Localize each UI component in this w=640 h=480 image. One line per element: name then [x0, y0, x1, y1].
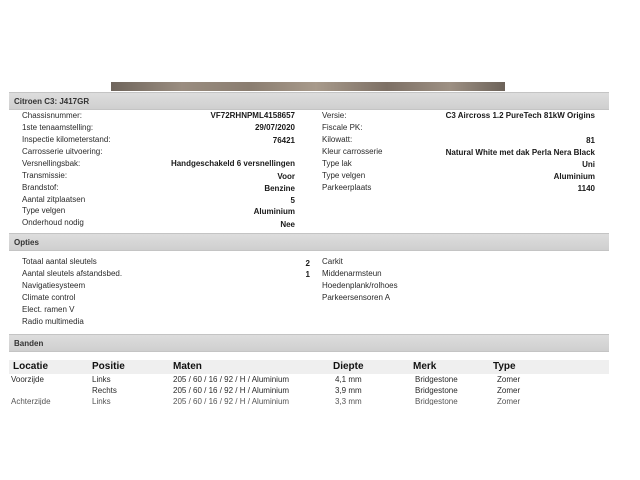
detail-label: Chassisnummer: [22, 111, 83, 120]
vehicle-photo [111, 82, 505, 91]
option-label: Parkeersensoren A [322, 293, 391, 302]
detail-label: Inspectie kilometerstand: [22, 135, 111, 144]
detail-label: Type velgen [322, 171, 366, 180]
detail-value: C3 Aircross 1.2 PureTech 81kW Origins [445, 111, 595, 120]
tire-type: Zomer [497, 397, 521, 405]
detail-label: 1ste tenaamstelling: [22, 123, 94, 132]
options-section-title: Opties [14, 238, 39, 247]
detail-label: Kleur carrosserie [322, 147, 383, 156]
tire-position: Rechts [92, 386, 117, 395]
detail-label: Fiscale PK: [322, 123, 363, 132]
tire-size: 205 / 60 / 16 / 92 / H / Aluminium [173, 375, 290, 384]
option-label: Carkit [322, 257, 343, 266]
option-label: Radio multimedia [22, 317, 84, 326]
detail-value: 1140 [577, 184, 595, 193]
tire-position: Links [92, 397, 111, 405]
option-value: 1 [305, 270, 310, 279]
option-label: Totaal aantal sleutels [22, 257, 97, 266]
option-value: 2 [305, 259, 310, 268]
detail-value: 5 [290, 196, 295, 205]
tires-column-header: Type [493, 361, 516, 372]
detail-value: Nee [280, 220, 295, 229]
tires-column-header: Maten [173, 361, 202, 372]
detail-value: 76421 [272, 136, 295, 145]
tire-depth: 4,1 mm [335, 375, 362, 384]
detail-label: Carrosserie uitvoering: [22, 147, 103, 156]
tire-size: 205 / 60 / 16 / 92 / H / Aluminium [173, 386, 290, 395]
option-label: Elect. ramen V [22, 305, 75, 314]
option-label: Hoedenplank/rolhoes [322, 281, 398, 290]
option-label: Aantal sleutels afstandsbed. [22, 269, 123, 278]
vehicle-section-header [9, 92, 609, 110]
tire-brand: Bridgestone [415, 386, 458, 395]
tire-brand: Bridgestone [415, 375, 458, 384]
detail-label: Brandstof: [22, 183, 59, 192]
tire-type: Zomer [497, 375, 521, 384]
tires-column-header: Locatie [13, 361, 49, 372]
tire-location: Voorzijde [11, 375, 44, 384]
detail-label: Type velgen [22, 206, 66, 215]
option-label: Navigatiesysteem [22, 281, 86, 290]
tires-section-header [9, 334, 609, 352]
option-label: Middenarmsteun [322, 269, 382, 278]
detail-label: Versnellingsbak: [22, 159, 81, 168]
detail-label: Type lak [322, 159, 352, 168]
detail-label: Onderhoud nodig [22, 218, 84, 227]
tires-column-header: Diepte [333, 361, 364, 372]
detail-value: 81 [586, 136, 595, 145]
tire-depth: 3,9 mm [335, 386, 362, 395]
tires-column-header: Merk [413, 361, 437, 372]
detail-label: Transmissie: [22, 171, 68, 180]
tire-brand: Bridgestone [415, 397, 458, 405]
tire-type: Zomer [497, 386, 521, 395]
detail-value: Benzine [264, 184, 295, 193]
table-row [9, 396, 609, 405]
options-section-header [9, 233, 609, 251]
detail-value: Aluminium [253, 207, 295, 216]
detail-value: Natural White met dak Perla Nera Black [445, 148, 595, 157]
tires-section-title: Banden [14, 339, 44, 348]
tire-size: 205 / 60 / 16 / 92 / H / Aluminium [173, 397, 290, 405]
tire-location: Achterzijde [11, 397, 51, 405]
tires-column-header: Positie [92, 361, 125, 372]
detail-label: Aantal zitplaatsen [22, 195, 86, 204]
detail-value: Uni [582, 160, 595, 169]
option-label: Climate control [22, 293, 76, 302]
detail-value: Aluminium [553, 172, 595, 181]
detail-label: Kilowatt: [322, 135, 353, 144]
detail-value: VF72RHNPML4158657 [210, 111, 295, 120]
tire-position: Links [92, 375, 111, 384]
detail-value: Voor [277, 172, 295, 181]
vehicle-section-title: Citroen C3: J417GR [14, 97, 90, 106]
detail-label: Versie: [322, 111, 347, 120]
detail-value: Handgeschakeld 6 versnellingen [170, 159, 295, 168]
detail-value: 29/07/2020 [254, 123, 295, 132]
detail-label: Parkeerplaats [322, 183, 372, 192]
tire-depth: 3,3 mm [335, 397, 362, 405]
